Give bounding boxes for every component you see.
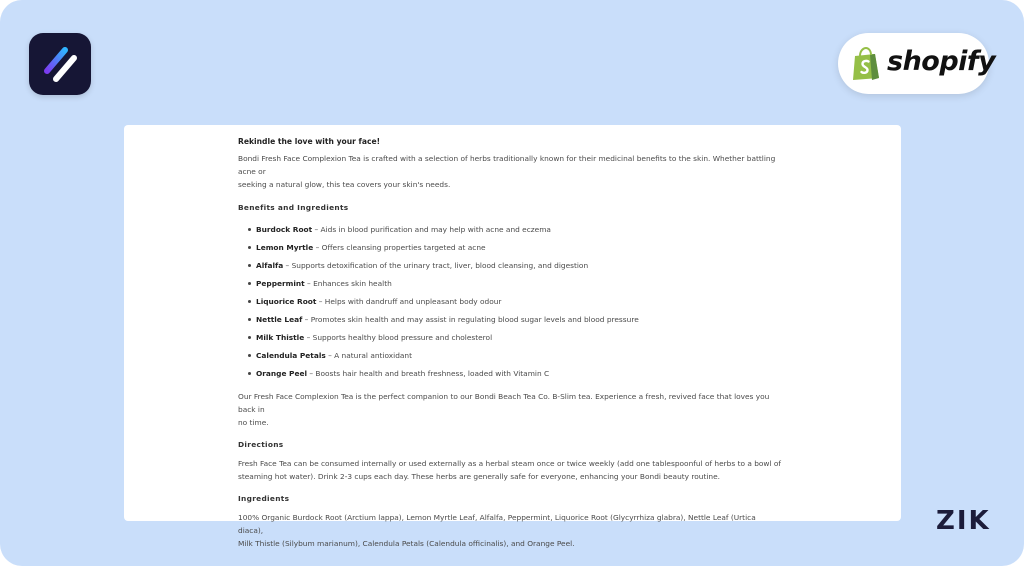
benefit-name: Milk Thistle <box>256 333 305 342</box>
zik-watermark: ZIK <box>936 506 991 536</box>
directions-line-2: steaming hot water). Drink 2-3 cups each day. These herbs are generally safe for everyone, enhancing your Bondi beauty routine. <box>238 472 720 481</box>
benefit-desc: – Promotes skin health and may assist in regulating blood sugar levels and blood pressure <box>302 315 639 324</box>
benefit-name: Lemon Myrtle <box>256 243 314 252</box>
benefit-name: Burdock Root <box>256 225 313 234</box>
benefit-desc: – Supports detoxification of the urinary tract, liver, blood cleansing, and digestion <box>283 261 589 270</box>
benefit-name: Nettle Leaf <box>256 315 303 324</box>
benefit-name: Orange Peel <box>256 369 308 378</box>
benefit-desc: – Aids in blood purification and may help with acne and eczema <box>312 225 551 234</box>
list-item <box>238 241 783 259</box>
list-item <box>238 223 783 241</box>
intro-line-1: Bondi Fresh Face Complexion Tea is crafted with a selection of herbs traditionally known for their medicinal benefits to the skin. Whether battling acne or <box>238 154 776 176</box>
directions-line-1: Fresh Face Tea can be consumed internally or used externally as a herbal steam once or twice weekly (add one tablespoonful of herbs to a bowl of <box>238 459 782 468</box>
list-item <box>238 313 783 331</box>
directions-heading: Directions <box>238 440 284 449</box>
companion-line-2: no time. <box>238 418 269 427</box>
benefit-desc: – A natural antioxidant <box>325 351 413 360</box>
benefit-name: Alfalfa <box>256 261 284 270</box>
shopify-wordmark: shopify <box>887 46 996 77</box>
ingredients-heading: Ingredients <box>238 494 290 503</box>
benefit-name: Calendula Petals <box>256 351 326 360</box>
list-item <box>238 277 783 295</box>
benefits-list <box>238 223 783 385</box>
list-item <box>238 367 783 385</box>
shopify-bag-icon <box>850 47 882 81</box>
product-description <box>238 135 783 550</box>
app-logo-icon <box>29 33 91 95</box>
product-description-card <box>124 125 901 548</box>
companion-line-1: Our Fresh Face Complexion Tea is the perfect companion to our Bondi Beach Tea Co. B-Slim tea. Experience a fresh, revived face that loves you back in <box>238 392 770 414</box>
ingredients-line-1: 100% Organic Burdock Root (Arctium lappa), Lemon Myrtle Leaf, Alfalfa, Peppermint, Liquorice Root (Glycyrrhiza glabra), Nettle Leaf (Urtica diaca), <box>238 513 756 535</box>
list-item <box>238 295 783 313</box>
benefit-name: Peppermint <box>256 279 305 288</box>
benefit-desc: – Boosts hair health and breath freshness, loaded with Vitamin C <box>307 369 550 378</box>
list-item <box>238 259 783 277</box>
benefit-desc: – Offers cleansing properties targeted at acne <box>313 243 486 252</box>
list-item <box>238 331 783 349</box>
list-item <box>238 349 783 367</box>
benefits-heading: Benefits and Ingredients <box>238 203 349 212</box>
shopify-badge <box>838 33 996 94</box>
benefit-desc: – Supports healthy blood pressure and cholesterol <box>304 333 493 342</box>
description-heading: Rekindle the love with your face! <box>238 137 381 146</box>
ingredients-line-2: Milk Thistle (Silybum marianum), Calendula Petals (Calendula officinalis), and Orange Peel. <box>238 539 575 548</box>
benefit-name: Liquorice Root <box>256 297 317 306</box>
benefit-desc: – Helps with dandruff and unpleasant body odour <box>316 297 502 306</box>
intro-line-2: seeking a natural glow, this tea covers your skin's needs. <box>238 180 451 189</box>
benefit-desc: – Enhances skin health <box>304 279 392 288</box>
